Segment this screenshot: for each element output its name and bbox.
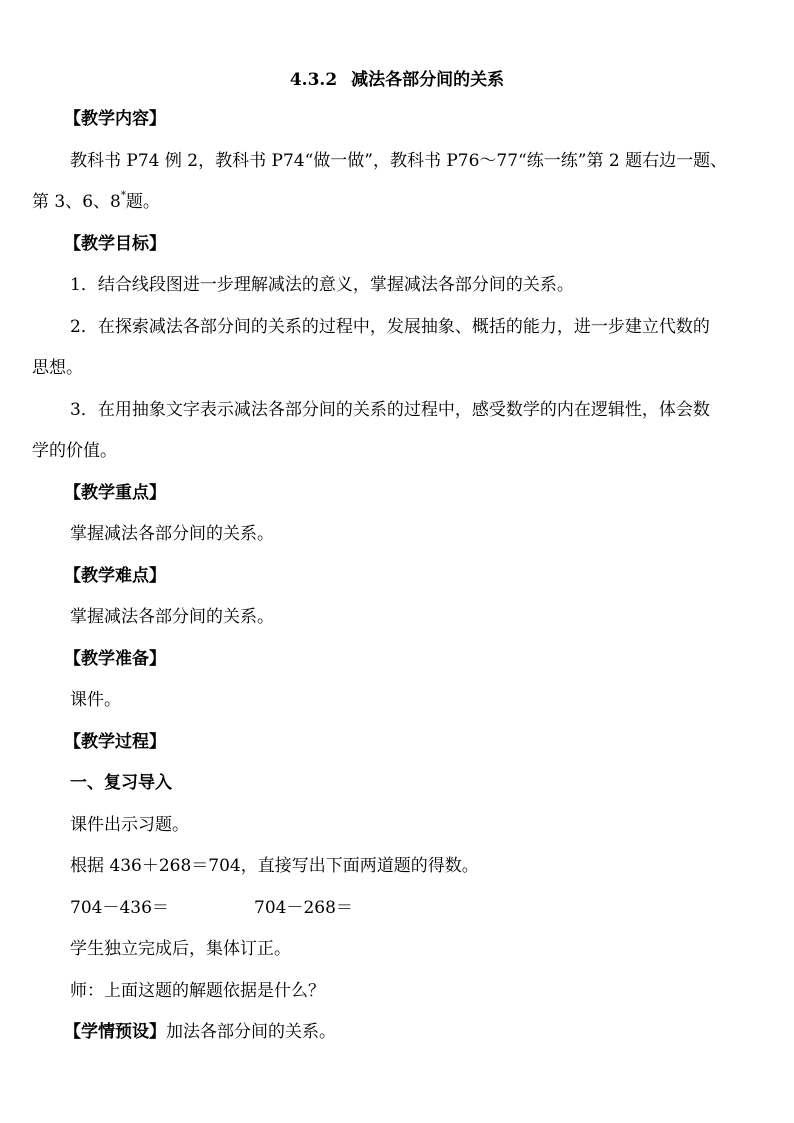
preset-text: 加法各部分间的关系。 [166, 1022, 336, 1042]
goal-2-line-2: 思想。 [32, 358, 83, 378]
content-line-2 [32, 191, 160, 213]
process-heading: 【教学过程】 [64, 732, 166, 752]
content-line-2-pre: 第 3、6、8 [32, 192, 121, 212]
difficulty-heading: 【教学难点】 [64, 566, 166, 586]
content-line-2-post: 题。 [125, 192, 160, 212]
paragraph-4: 师：上面这题的解题依据是什么？ [70, 981, 325, 1001]
content-heading: 【教学内容】 [64, 109, 166, 129]
goal-1: 1．结合线段图进一步理解减法的意义，掌握减法各部分间的关系。 [70, 275, 574, 295]
title-number: 4.3.2 [289, 70, 338, 90]
goal-3-line-1: 3．在用抽象文字表示减法各部分间的关系的过程中，感受数学的内在逻辑性，体会数 [70, 400, 710, 420]
equation-1: 704－436＝ [70, 898, 169, 918]
difficulty-text: 掌握减法各部分间的关系。 [70, 607, 274, 627]
key-heading: 【教学重点】 [64, 483, 166, 503]
paragraph-3: 学生独立完成后，集体订正。 [70, 939, 291, 959]
page-title [0, 69, 794, 91]
goal-2-line-1: 2．在探索减法各部分间的关系的过程中，发展抽象、概括的能力，进一步建立代数的 [70, 317, 710, 337]
preset-label: 【学情预设】 [64, 1022, 166, 1042]
prep-text: 课件。 [70, 690, 121, 710]
paragraph-1: 课件出示习题。 [70, 815, 189, 835]
equation-2: 704－268＝ [254, 898, 353, 918]
key-text: 掌握减法各部分间的关系。 [70, 524, 274, 544]
title-text: 减法各部分间的关系 [351, 70, 505, 90]
preset-line [64, 1021, 336, 1043]
content-line-1: 教科书 P74 例 2，教科书 P74“做一做”，教科书 P76～77“练一练”第 2 题右边一题、 [70, 151, 728, 171]
content-line-2-sup: * [120, 190, 126, 202]
goals-heading: 【教学目标】 [64, 234, 166, 254]
goal-3-line-2: 学的价值。 [32, 441, 117, 461]
part1-heading: 一、复习导入 [70, 773, 172, 793]
prep-heading: 【教学准备】 [64, 649, 166, 669]
paragraph-2: 根据 436＋268＝704，直接写出下面两道题的得数。 [70, 856, 479, 876]
